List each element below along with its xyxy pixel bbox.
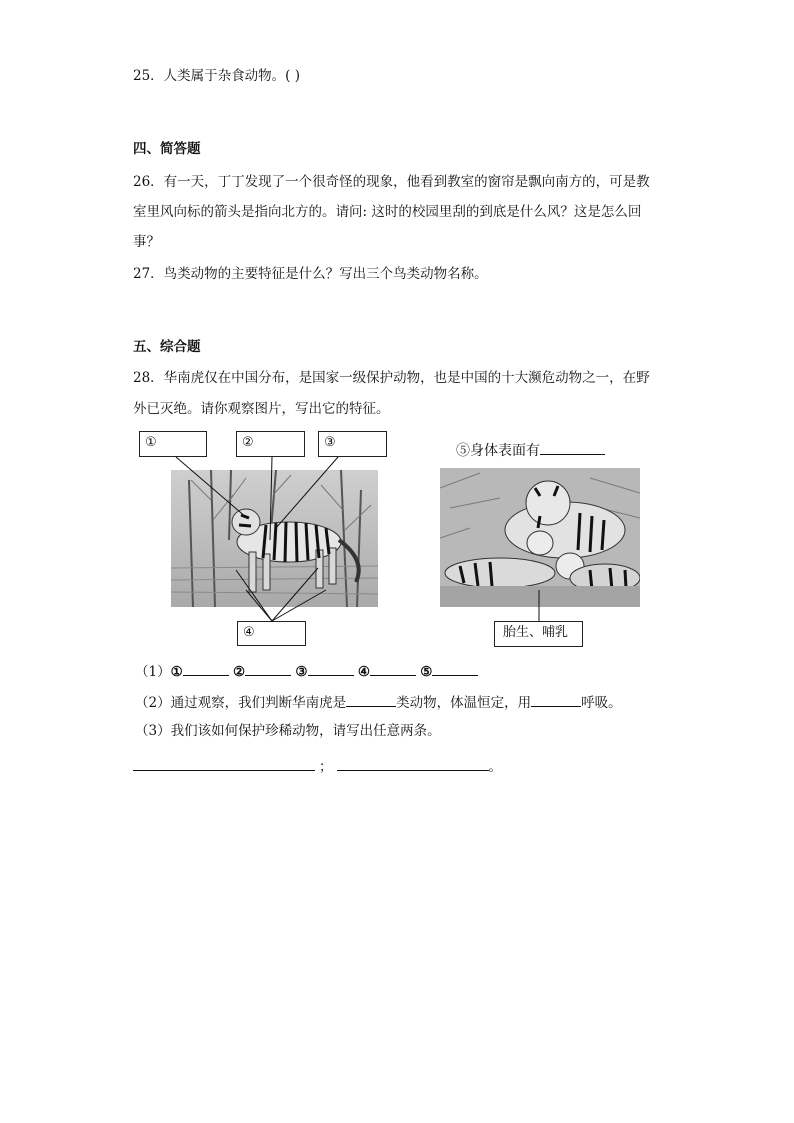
sub1-marker-3: ③	[295, 664, 308, 680]
question-26-line-1: 26．有一天，丁丁发现了一个很奇怪的现象，他看到教室的窗帘是飘向南方的，可是教	[133, 174, 650, 190]
answer-end: 。	[488, 759, 502, 775]
answer-separator: ；	[319, 759, 333, 775]
sub2-text-a: （2）通过观察，我们判断华南虎是	[135, 695, 347, 711]
label-5-blank[interactable]	[540, 440, 605, 455]
blank-4[interactable]	[370, 661, 416, 676]
blank-3[interactable]	[308, 661, 354, 676]
blank-breathing-organ[interactable]	[531, 692, 581, 707]
answer-blank-2[interactable]	[337, 756, 489, 771]
label-box-3: ③	[318, 431, 387, 457]
sub-question-1	[135, 661, 478, 681]
sub-question-2	[135, 692, 622, 712]
section-5-title: 五、综合题	[133, 339, 201, 355]
question-28-line-2: 外已灭绝。请你观察图片，写出它的特征。	[133, 401, 390, 417]
sub1-prefix: （1）	[135, 664, 171, 680]
question-27: 27．鸟类动物的主要特征是什么？写出三个鸟类动物名称。	[133, 266, 488, 282]
label-box-1: ①	[139, 431, 207, 457]
label-5	[456, 440, 605, 460]
question-26-line-3: 事？	[133, 234, 160, 250]
sub1-marker-4: ④	[357, 664, 370, 680]
sub1-marker-2: ②	[233, 664, 246, 680]
blank-2[interactable]	[245, 661, 291, 676]
question-26-line-2: 室里风向标的箭头是指向北方的。请问: 这时的校园里刮的到底是什么风？这是怎么回	[133, 204, 642, 220]
answer-blank-1[interactable]	[133, 756, 315, 771]
blank-animal-class[interactable]	[346, 692, 396, 707]
blank-1[interactable]	[183, 661, 229, 676]
question-28-line-1: 28．华南虎仅在中国分布，是国家一级保护动物，也是中国的十大濒危动物之一，在野	[133, 370, 650, 386]
sub1-marker-5: ⑤	[420, 664, 433, 680]
sub1-marker-1: ①	[170, 664, 183, 680]
label-box-4: ④	[237, 621, 306, 646]
answer-lines	[133, 756, 502, 776]
sub2-text-c: 呼吸。	[581, 695, 622, 711]
sub-question-3: （3）我们该如何保护珍稀动物，请写出任意两条。	[135, 723, 441, 739]
section-4-title: 四、简答题	[133, 141, 201, 157]
sub2-text-b: 类动物，体温恒定，用	[396, 695, 532, 711]
label-box-2: ②	[236, 431, 305, 457]
blank-5[interactable]	[432, 661, 478, 676]
label-5-text: ⑤身体表面有	[456, 443, 540, 459]
label-box-birth: 胎生、哺乳	[494, 621, 583, 647]
question-25: 25．人类属于杂食动物。( )	[133, 68, 301, 84]
